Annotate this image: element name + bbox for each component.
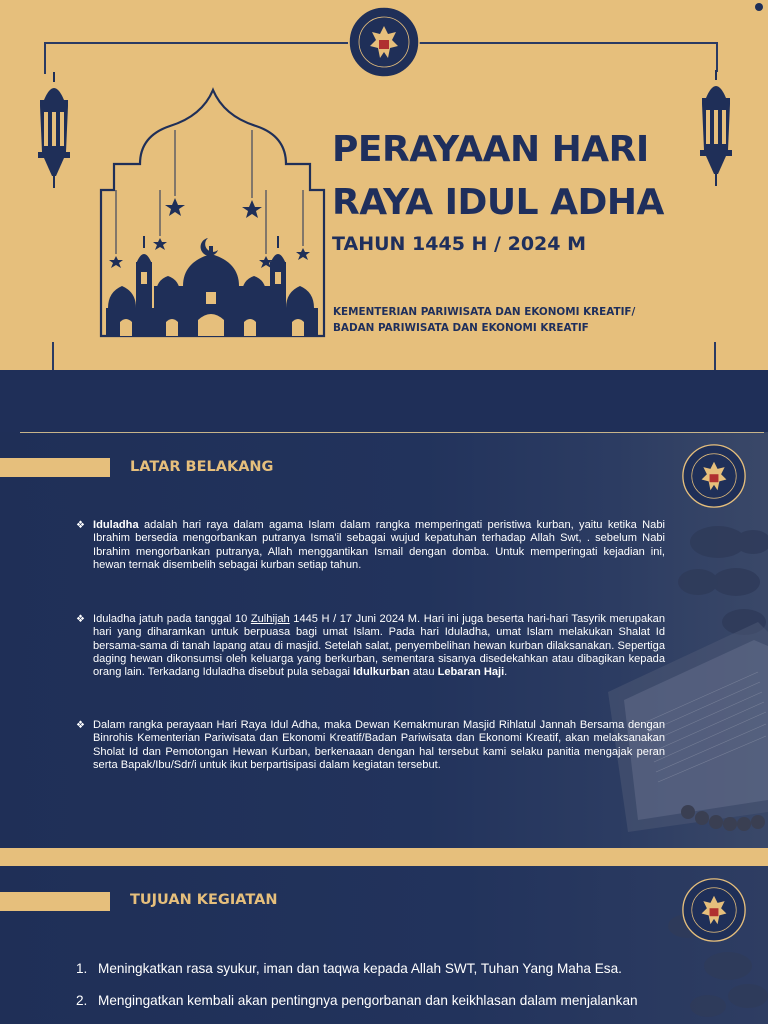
cover-title-line1: PERAYAAN HARI <box>332 129 649 170</box>
background-slide <box>0 432 768 848</box>
bullet-diamond-icon: ❖ <box>76 614 85 625</box>
lantern-icon <box>696 70 736 190</box>
ministry-line2: BADAN PARIWISATA DAN EKONOMI KREATIF <box>333 322 589 334</box>
frame-right-lower <box>714 342 716 370</box>
lantern-icon <box>34 72 74 192</box>
frame-right-line <box>716 42 718 72</box>
frame-dot-icon <box>754 2 764 12</box>
section-heading: LATAR BELAKANG <box>130 459 274 475</box>
bullet-diamond-icon: ❖ <box>76 720 85 731</box>
government-emblem-icon <box>348 6 420 78</box>
term-iduladha: Iduladha <box>93 519 139 531</box>
goal-number: 2. <box>76 993 88 1008</box>
section-bar <box>0 458 110 477</box>
term-idulkurban: Idulkurban <box>353 666 410 679</box>
goal-number: 1. <box>76 961 88 976</box>
goal-item <box>76 961 622 976</box>
background-paragraph-2 <box>76 613 665 679</box>
cover-slide <box>0 0 768 370</box>
goal-text: Meningkatkan rasa syukur, iman dan taqwa kepada Allah SWT, Tuhan Yang Maha Esa. <box>98 961 622 976</box>
paragraph-text: adalah hari raya dalam agama Islam dalam rangka memperingati peristiwa kurban, yaitu ketika Nabi Ibrahim bersedia mengorbankan putranya Isma'il sebagai wujud kepatuhan terhadap Allah Swt, . sebelum Nabi Ibrahim mengorbankan putranya, Allah menggantikan Ismail dengan domba. Untuk memperingati kejadian ini, hewan ternak disembelih sebagai kurban setiap tahun. <box>93 519 665 571</box>
paragraph-text: Iduladha jatuh pada tanggal 10 <box>93 613 251 625</box>
section-bar <box>0 892 110 911</box>
cover-subtitle: TAHUN 1445 H / 2024 M <box>332 233 587 255</box>
frame-left-line <box>44 42 46 74</box>
background-paragraph-3 <box>76 719 665 772</box>
background-paragraph-1 <box>76 519 665 572</box>
term-lebaran-haji: Lebaran Haji <box>437 666 505 679</box>
section-heading: TUJUAN KEGIATAN <box>130 892 278 908</box>
government-emblem-icon <box>682 878 746 942</box>
frame-top-line <box>44 42 348 44</box>
navy-band <box>0 370 768 432</box>
ministry-name <box>333 304 635 336</box>
goal-item <box>76 993 638 1008</box>
term-zulhijah: Zulhijah <box>250 613 290 625</box>
government-emblem-icon <box>682 444 746 508</box>
gold-strip <box>0 848 768 866</box>
paragraph-text: . <box>504 666 508 679</box>
ministry-line1: KEMENTERIAN PARIWISATA DAN EKONOMI KREATIF/ <box>333 306 636 318</box>
paragraph-text: atau <box>409 666 438 679</box>
frame-top-line-right <box>416 42 718 44</box>
goals-slide <box>0 866 768 1024</box>
goal-text: Mengingatkan kembali akan pentingnya pengorbanan dan keikhlasan dalam menjalankan <box>98 993 638 1008</box>
paragraph-text: 1445 H / 17 Juni 2024 M. Hari ini juga beserta hari-hari Tasyrik merupakan hari yang diharamkan untuk berpuasa bagi umat Islam. Pada hari Iduladha, umat Islam melakukan Shalat Id bersama-sama di tanah lapang atau di masjid. Setelah salat, penyembelihan hewan kurban dilaksanakan. Sepertiga daging hewan dikonsumsi oleh keluarga yang berkurban, sementara sisanya disedekahkan atau dibagikan kepada orang lain. Terkadang Iduladha disebut pula sebagai <box>93 613 665 679</box>
cover-title-line2: RAYA IDUL ADHA <box>332 182 664 223</box>
frame-left-lower <box>52 342 54 370</box>
paragraph-text: Dalam rangka perayaan Hari Raya Idul Adha, maka Dewan Kemakmuran Masjid Rihlatul Jannah Bersama dengan Binrohis Kementerian Pariwisata dan Ekonomi Kreatif/Badan Pariwisata dan Ekonomi Kreatif, akan melaksanakan Sholat Id dan Pemotongan Hewan Kurban, berkenaaan dengan hal tersebut kami selaku panitia mengajak peran serta Bapak/Ibu/Sdr/i untuk ikut berpartisipasi dalam kegiatan tersebut. <box>93 719 665 771</box>
bullet-diamond-icon: ❖ <box>76 520 85 531</box>
mosque-icon <box>98 86 328 346</box>
